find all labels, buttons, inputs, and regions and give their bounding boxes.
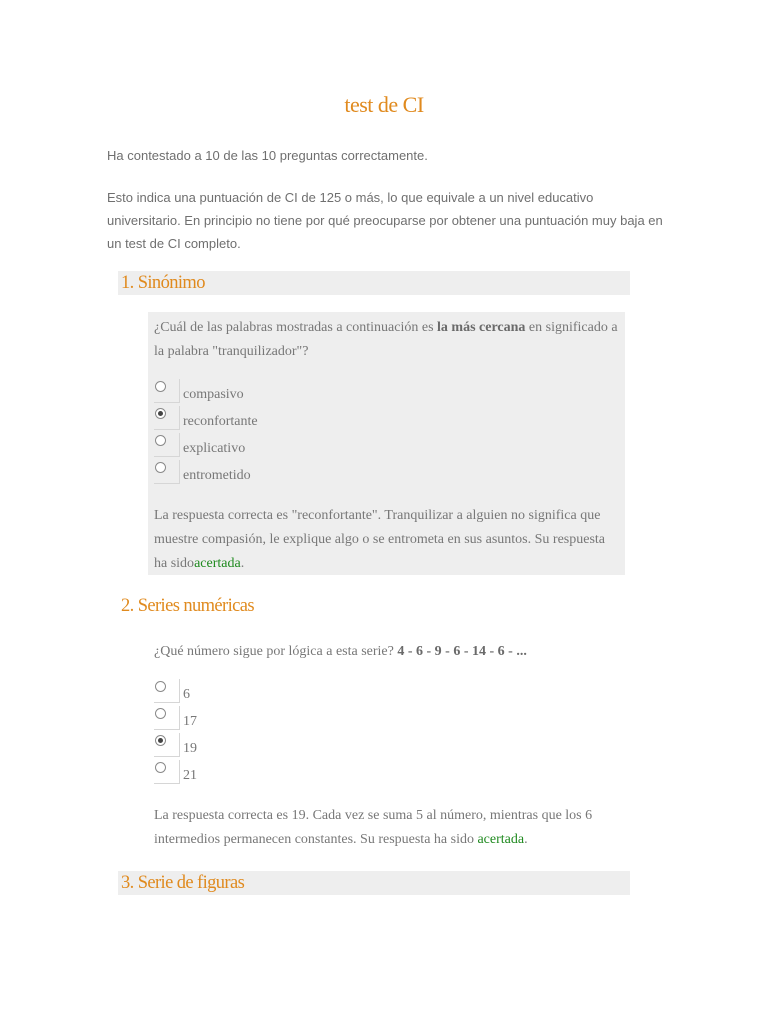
option-compasivo[interactable]	[154, 379, 619, 406]
option-reconfortante[interactable]	[154, 406, 619, 433]
radio-button[interactable]	[155, 381, 166, 392]
radio-button[interactable]	[155, 708, 166, 719]
radio-button-selected[interactable]	[155, 735, 166, 746]
option-label: 6	[183, 687, 190, 702]
option-6[interactable]	[154, 679, 619, 706]
section-heading-figure-series: 3. Serie de figuras	[118, 871, 630, 895]
option-label: explicativo	[183, 441, 246, 456]
score-description: Esto indica una puntuación de CI de 125 o más, lo que equivale a un nivel educativo universitario. En principio no tiene por qué preocuparse por obtener una puntuación muy baja en un test de CI completo.	[107, 190, 663, 251]
option-label: 17	[183, 714, 197, 729]
option-21[interactable]	[154, 760, 619, 787]
answer-explanation: La respuesta correcta es 19. Cada vez se suma 5 al número, mientras que los 6 intermedios permanecen constantes. Su respuesta ha sido acertada.	[154, 808, 593, 847]
question-block-synonym	[148, 312, 625, 575]
option-label: 19	[183, 741, 197, 756]
question-text: ¿Qué número sigue por lógica a esta serie? 4 - 6 - 9 - 6 - 14 - 6 - ...	[154, 644, 527, 659]
question-text: ¿Cuál de las palabras mostradas a continuación es la más cercana en significado a la palabra "tranquilizador"?	[154, 320, 618, 359]
radio-button-selected[interactable]	[155, 408, 166, 419]
question-series: 4 - 6 - 9 - 6 - 14 - 6 - ...	[397, 644, 527, 659]
radio-button[interactable]	[155, 681, 166, 692]
page-title: test de CI	[344, 92, 424, 117]
question-block-number-series	[148, 636, 625, 858]
option-label: entrometido	[183, 468, 251, 483]
option-entrometido[interactable]	[154, 460, 619, 487]
option-17[interactable]	[154, 706, 619, 733]
radio-button[interactable]	[155, 762, 166, 773]
option-explicativo[interactable]	[154, 433, 619, 460]
answer-explanation: La respuesta correcta es "reconfortante". Tranquilizar a alguien no significa que muestre compasión, le explique algo o se entrometa en sus asuntos. Su respuesta ha sidoacertada.	[154, 508, 606, 571]
question-emphasis: la más cercana	[437, 320, 526, 335]
radio-button[interactable]	[155, 435, 166, 446]
radio-button[interactable]	[155, 462, 166, 473]
section-heading-number-series: 2. Series numéricas	[121, 596, 254, 616]
result-badge: acertada	[477, 832, 525, 847]
section-heading-synonym: 1. Sinónimo	[118, 271, 630, 295]
answer-options	[154, 379, 619, 487]
answer-options	[154, 679, 619, 787]
option-19[interactable]	[154, 733, 619, 760]
option-label: compasivo	[183, 387, 244, 402]
result-badge: acertada	[194, 556, 241, 571]
result-summary: Ha contestado a 10 de las 10 preguntas correctamente.	[107, 148, 428, 163]
option-label: reconfortante	[183, 414, 258, 429]
option-label: 21	[183, 768, 197, 783]
